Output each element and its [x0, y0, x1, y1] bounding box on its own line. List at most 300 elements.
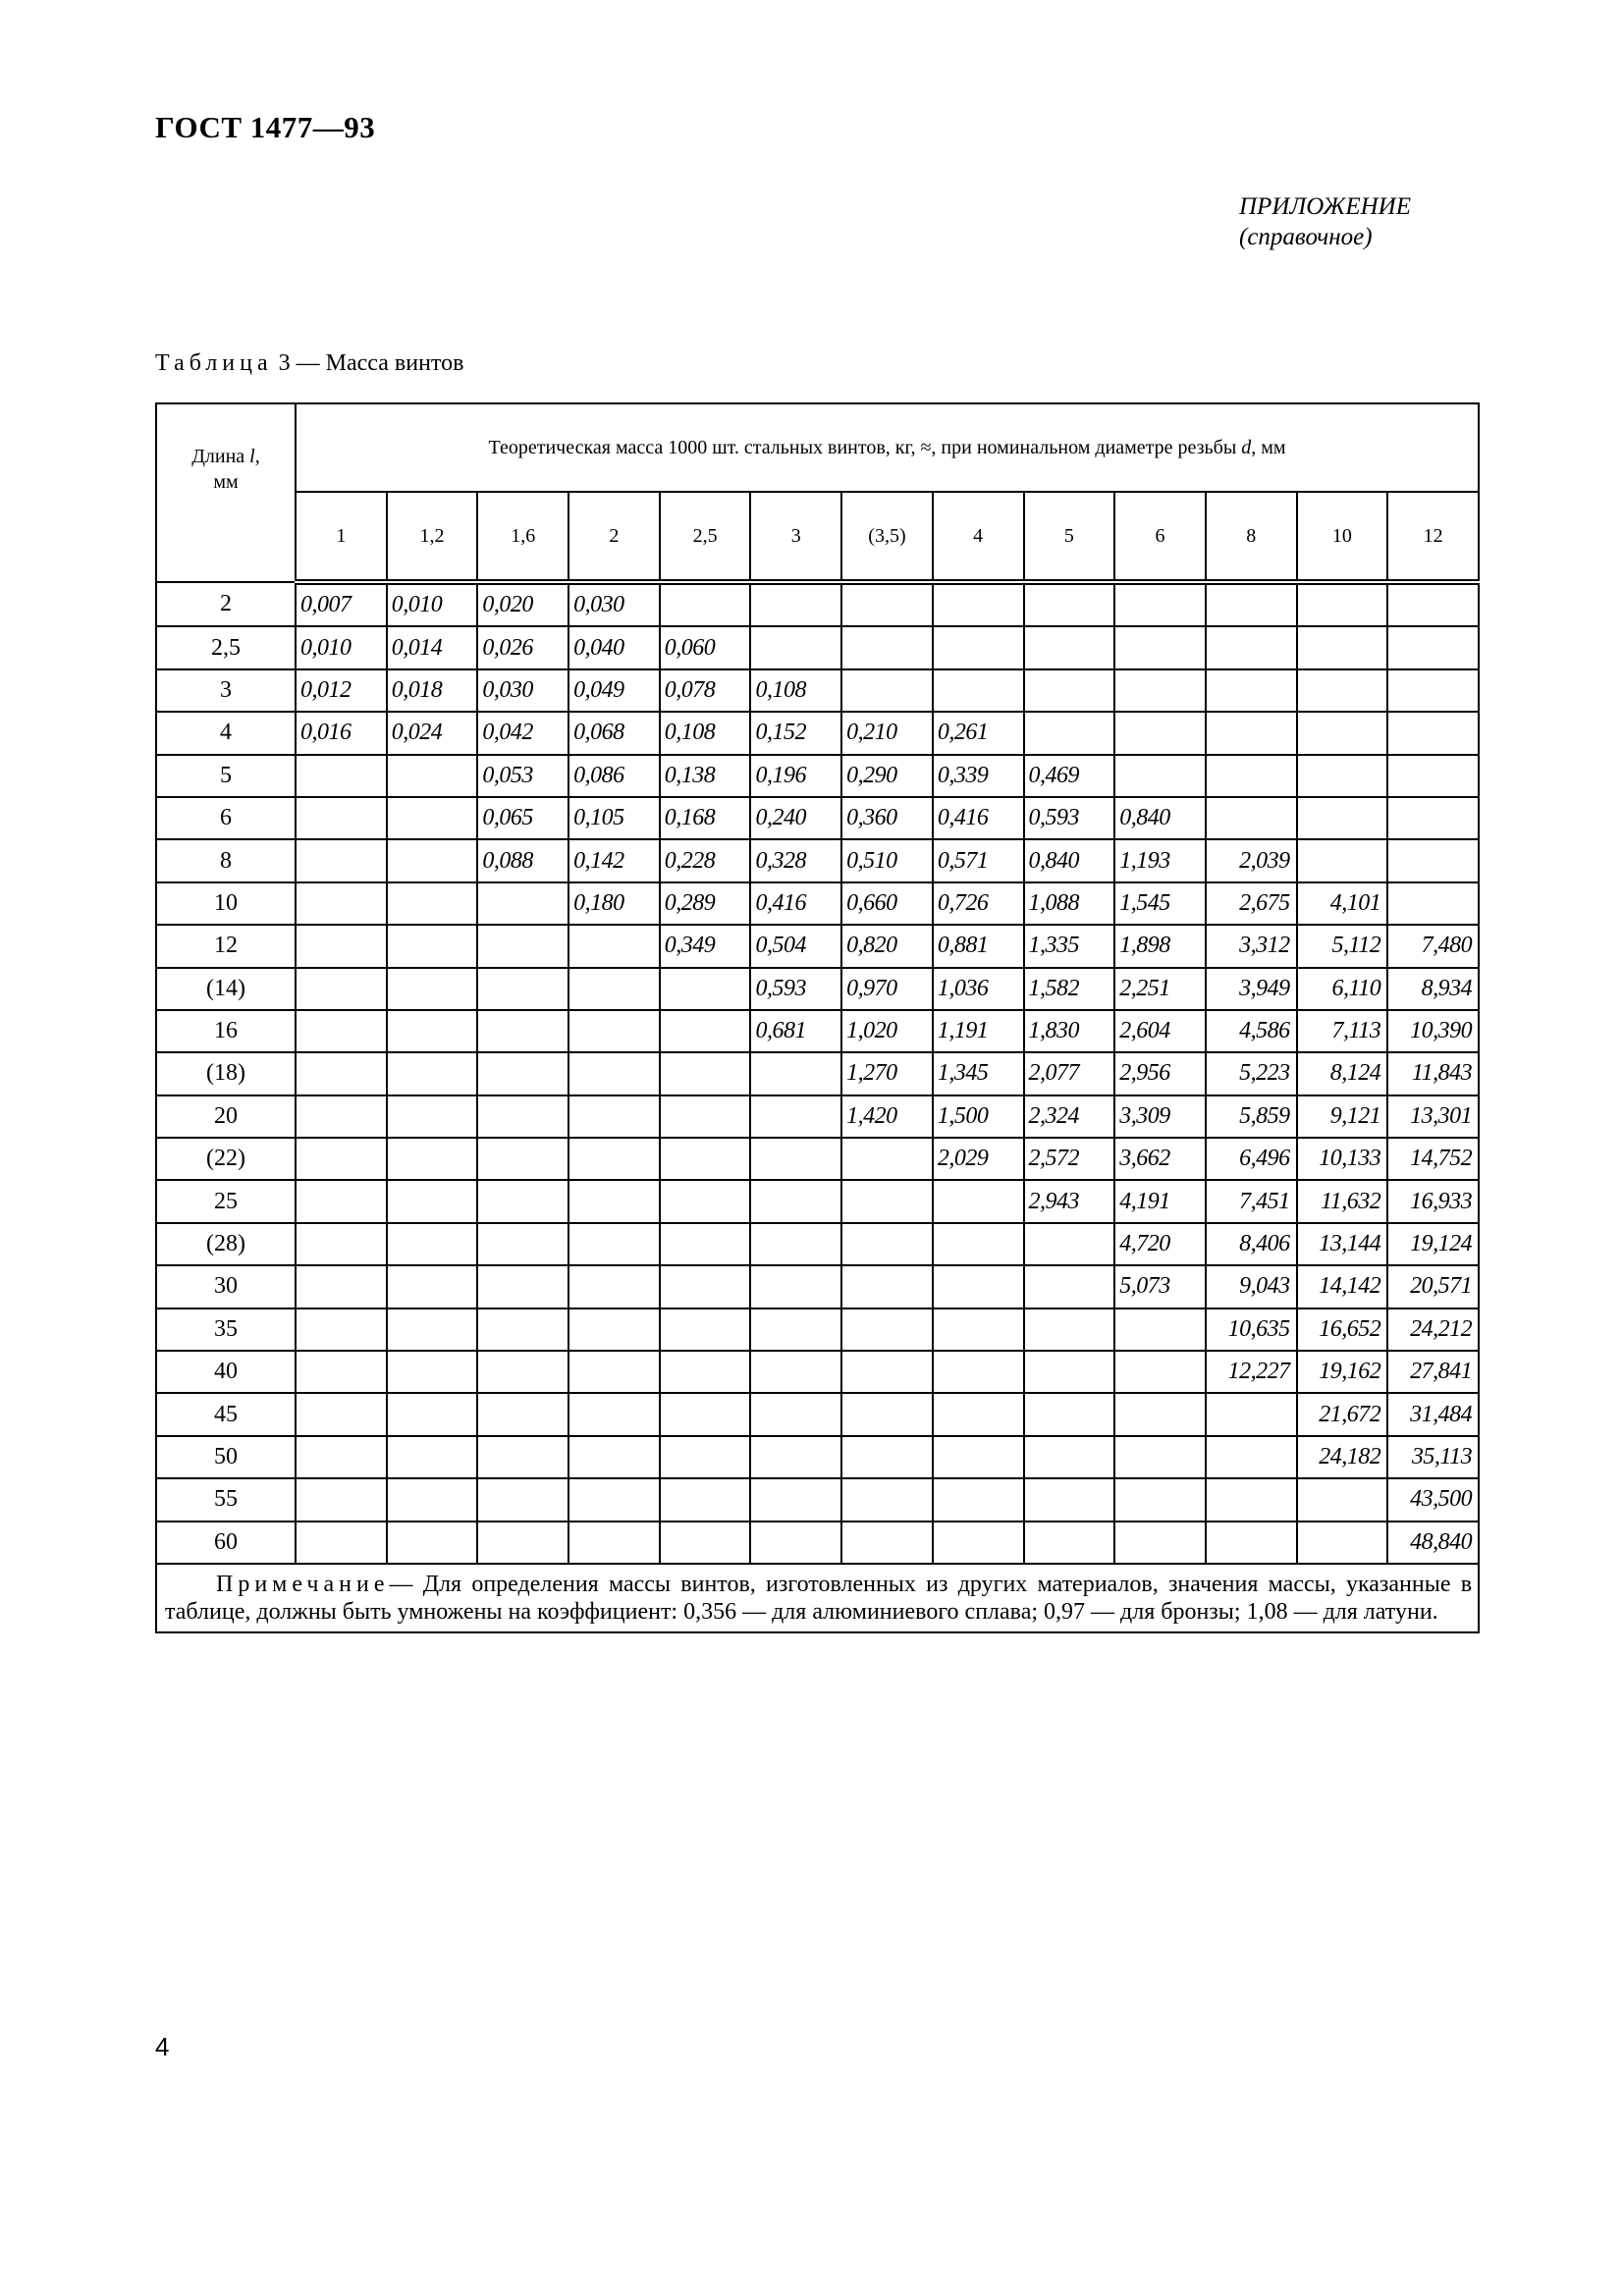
diameter-header-row [156, 492, 1479, 582]
mass-value-cell: 0,168 [660, 797, 751, 839]
mass-value-cell [933, 669, 1024, 712]
mass-value-cell [568, 1265, 660, 1308]
mass-value-cell: 1,545 [1114, 882, 1206, 925]
length-cell: 12 [156, 925, 296, 967]
mass-value-cell: 0,007 [296, 582, 387, 626]
mass-value-cell [387, 1223, 478, 1265]
mass-value-cell: 0,571 [933, 839, 1024, 881]
mass-value-cell: 0,970 [841, 968, 933, 1010]
mass-value-cell: 0,660 [841, 882, 933, 925]
mass-value-cell: 0,416 [933, 797, 1024, 839]
diameter-header-cell: 2,5 [660, 492, 751, 582]
table-caption-label: Таблица [155, 350, 273, 376]
mass-value-cell [1297, 755, 1388, 797]
mass-value-cell [296, 1180, 387, 1222]
mass-value-cell [933, 1180, 1024, 1222]
mass-value-cell [750, 1052, 841, 1095]
mass-value-cell: 0,504 [750, 925, 841, 967]
mass-value-cell: 2,029 [933, 1138, 1024, 1180]
mass-value-cell [477, 1180, 568, 1222]
mass-value-cell [933, 1308, 1024, 1351]
mass-value-cell [1387, 839, 1479, 881]
mass-column-group-header [296, 403, 1479, 492]
mass-value-cell [1114, 1393, 1206, 1435]
mass-value-cell [1206, 1393, 1297, 1435]
mass-value-cell: 3,309 [1114, 1095, 1206, 1138]
mass-value-cell: 6,110 [1297, 968, 1388, 1010]
mass-value-cell: 0,510 [841, 839, 933, 881]
mass-value-cell: 0,142 [568, 839, 660, 881]
mass-value-cell: 9,043 [1206, 1265, 1297, 1308]
mass-value-cell: 0,196 [750, 755, 841, 797]
mass-value-cell [568, 1095, 660, 1138]
appendix-title: ПРИЛОЖЕНИЕ [1239, 193, 1411, 220]
table-row [156, 1265, 1479, 1308]
mass-value-cell [750, 1223, 841, 1265]
table-row [156, 1351, 1479, 1393]
mass-value-cell: 27,841 [1387, 1351, 1479, 1393]
mass-value-cell [841, 1265, 933, 1308]
mass-value-cell: 0,108 [660, 712, 751, 754]
mass-value-cell [296, 797, 387, 839]
mass-value-cell: 0,105 [568, 797, 660, 839]
mass-value-cell [387, 1393, 478, 1435]
mass-value-cell: 0,289 [660, 882, 751, 925]
length-header-text: Длина [191, 446, 245, 467]
mass-value-cell [1114, 626, 1206, 668]
mass-value-cell [1206, 797, 1297, 839]
length-cell: 35 [156, 1308, 296, 1351]
mass-value-cell: 0,078 [660, 669, 751, 712]
mass-value-cell [1206, 755, 1297, 797]
mass-value-cell [387, 839, 478, 881]
diameter-header-cell: 12 [1387, 492, 1479, 582]
mass-value-cell: 4,191 [1114, 1180, 1206, 1222]
mass-value-cell [568, 1223, 660, 1265]
mass-value-cell: 0,030 [477, 669, 568, 712]
table-row [156, 1010, 1479, 1052]
mass-value-cell: 0,012 [296, 669, 387, 712]
mass-value-cell [387, 1478, 478, 1521]
mass-value-cell [841, 582, 933, 626]
mass-value-cell: 1,500 [933, 1095, 1024, 1138]
mass-value-cell [477, 1308, 568, 1351]
mass-value-cell [1297, 1478, 1388, 1521]
mass-value-cell [387, 1522, 478, 1564]
mass-value-cell [1387, 797, 1479, 839]
mass-value-cell [750, 1478, 841, 1521]
mass-value-cell: 0,010 [387, 582, 478, 626]
mass-value-cell [568, 1010, 660, 1052]
mass-value-cell [1114, 712, 1206, 754]
mass-value-cell: 0,261 [933, 712, 1024, 754]
mass-value-cell: 0,030 [568, 582, 660, 626]
mass-value-cell [1024, 1223, 1115, 1265]
mass-value-cell [1297, 582, 1388, 626]
table-row [156, 1522, 1479, 1564]
mass-value-cell: 0,024 [387, 712, 478, 754]
mass-value-cell [1024, 1308, 1115, 1351]
length-column-header: Длина l, мм [156, 403, 296, 582]
length-header-symbol: l [249, 446, 255, 467]
diameter-header-cell: 10 [1297, 492, 1388, 582]
mass-value-cell: 7,451 [1206, 1180, 1297, 1222]
length-header-unit: мм [213, 471, 239, 493]
mass-value-cell [387, 755, 478, 797]
table-row [156, 839, 1479, 881]
mass-value-cell [1024, 582, 1115, 626]
mass-value-cell [660, 1522, 751, 1564]
mass-value-cell [477, 1265, 568, 1308]
mass-value-cell [1114, 1478, 1206, 1521]
table-row [156, 755, 1479, 797]
mass-value-cell [387, 1095, 478, 1138]
mass-value-cell [660, 1351, 751, 1393]
mass-value-cell: 0,108 [750, 669, 841, 712]
table-row [156, 712, 1479, 754]
mass-value-cell [1114, 582, 1206, 626]
mass-value-cell [296, 1138, 387, 1180]
mass-value-cell: 2,251 [1114, 968, 1206, 1010]
table-row [156, 1308, 1479, 1351]
mass-value-cell: 0,820 [841, 925, 933, 967]
mass-value-cell: 0,349 [660, 925, 751, 967]
mass-value-cell [841, 626, 933, 668]
mass-value-cell: 0,065 [477, 797, 568, 839]
mass-value-cell: 7,480 [1387, 925, 1479, 967]
table-row [156, 1223, 1479, 1265]
mass-value-cell [296, 1393, 387, 1435]
mass-value-cell: 1,036 [933, 968, 1024, 1010]
mass-value-cell [841, 1522, 933, 1564]
mass-value-cell [750, 1436, 841, 1478]
mass-value-cell [933, 582, 1024, 626]
mass-value-cell [1387, 582, 1479, 626]
mass-value-cell [477, 968, 568, 1010]
length-cell: 20 [156, 1095, 296, 1138]
mass-value-cell: 1,582 [1024, 968, 1115, 1010]
mass-value-cell [477, 1010, 568, 1052]
mass-value-cell [660, 582, 751, 626]
length-cell: 55 [156, 1478, 296, 1521]
table-row [156, 669, 1479, 712]
mass-value-cell [750, 1095, 841, 1138]
mass-value-cell [568, 1308, 660, 1351]
mass-value-cell: 0,726 [933, 882, 1024, 925]
diameter-header-cell: 3 [750, 492, 841, 582]
mass-value-cell: 16,933 [1387, 1180, 1479, 1222]
mass-value-cell: 3,949 [1206, 968, 1297, 1010]
mass-value-cell [660, 1010, 751, 1052]
mass-value-cell: 2,324 [1024, 1095, 1115, 1138]
mass-value-cell [933, 1478, 1024, 1521]
mass-value-cell: 11,843 [1387, 1052, 1479, 1095]
mass-value-cell: 8,934 [1387, 968, 1479, 1010]
mass-value-cell: 1,420 [841, 1095, 933, 1138]
mass-value-cell [750, 1138, 841, 1180]
mass-value-cell: 3,312 [1206, 925, 1297, 967]
mass-value-cell [660, 1138, 751, 1180]
mass-value-cell [933, 1436, 1024, 1478]
mass-value-cell [477, 1478, 568, 1521]
table-row [156, 582, 1479, 626]
diameter-header-cell: 1,6 [477, 492, 568, 582]
mass-value-cell: 0,881 [933, 925, 1024, 967]
mass-value-cell [296, 1308, 387, 1351]
mass-value-cell [568, 1522, 660, 1564]
mass-value-cell: 4,101 [1297, 882, 1388, 925]
mass-value-cell [1297, 712, 1388, 754]
length-cell: 8 [156, 839, 296, 881]
mass-value-cell [387, 1351, 478, 1393]
mass-header-symbol: d [1241, 436, 1252, 458]
mass-value-cell [477, 1522, 568, 1564]
mass-value-cell [568, 1478, 660, 1521]
mass-value-cell [1297, 839, 1388, 881]
mass-value-cell: 5,859 [1206, 1095, 1297, 1138]
mass-value-cell [1024, 1436, 1115, 1478]
length-cell: 6 [156, 797, 296, 839]
mass-value-cell [1206, 582, 1297, 626]
mass-value-cell: 4,720 [1114, 1223, 1206, 1265]
mass-value-cell [387, 1180, 478, 1222]
table-row [156, 797, 1479, 839]
mass-value-cell [387, 1308, 478, 1351]
mass-value-cell: 2,039 [1206, 839, 1297, 881]
mass-value-cell [1206, 1478, 1297, 1521]
mass-value-cell: 1,335 [1024, 925, 1115, 967]
mass-value-cell [477, 1393, 568, 1435]
mass-value-cell [1206, 669, 1297, 712]
mass-value-cell [477, 925, 568, 967]
mass-value-cell [841, 1393, 933, 1435]
mass-value-cell [296, 1052, 387, 1095]
mass-value-cell: 35,113 [1387, 1436, 1479, 1478]
mass-value-cell [568, 1180, 660, 1222]
mass-value-cell: 0,840 [1114, 797, 1206, 839]
length-cell: 60 [156, 1522, 296, 1564]
mass-value-cell: 0,049 [568, 669, 660, 712]
length-cell: 2,5 [156, 626, 296, 668]
mass-value-cell [660, 1436, 751, 1478]
mass-value-cell: 0,018 [387, 669, 478, 712]
mass-value-cell [750, 1308, 841, 1351]
mass-value-cell: 1,830 [1024, 1010, 1115, 1052]
mass-value-cell [477, 1095, 568, 1138]
mass-value-cell: 2,604 [1114, 1010, 1206, 1052]
mass-value-cell [933, 626, 1024, 668]
mass-value-cell [387, 1138, 478, 1180]
mass-value-cell [933, 1393, 1024, 1435]
mass-value-cell [1114, 755, 1206, 797]
mass-value-cell: 0,088 [477, 839, 568, 881]
length-cell: (14) [156, 968, 296, 1010]
mass-value-cell: 0,026 [477, 626, 568, 668]
length-cell: 10 [156, 882, 296, 925]
table-row [156, 1393, 1479, 1435]
mass-value-cell: 6,496 [1206, 1138, 1297, 1180]
mass-value-cell [841, 669, 933, 712]
length-cell: 3 [156, 669, 296, 712]
mass-value-cell: 24,182 [1297, 1436, 1388, 1478]
mass-value-cell [1297, 669, 1388, 712]
mass-header-unit: , мм [1251, 436, 1286, 458]
mass-value-cell [1114, 1351, 1206, 1393]
mass-value-cell: 8,124 [1297, 1052, 1388, 1095]
mass-value-cell [1206, 1436, 1297, 1478]
mass-value-cell: 0,681 [750, 1010, 841, 1052]
mass-value-cell [1024, 1478, 1115, 1521]
mass-value-cell [1114, 1308, 1206, 1351]
mass-value-cell [387, 1436, 478, 1478]
mass-value-cell: 31,484 [1387, 1393, 1479, 1435]
mass-value-cell [933, 1265, 1024, 1308]
mass-value-cell: 5,073 [1114, 1265, 1206, 1308]
mass-value-cell [933, 1223, 1024, 1265]
length-cell: 16 [156, 1010, 296, 1052]
mass-value-cell: 5,112 [1297, 925, 1388, 967]
mass-value-cell: 0,339 [933, 755, 1024, 797]
mass-value-cell: 0,290 [841, 755, 933, 797]
mass-value-cell [1114, 1436, 1206, 1478]
mass-value-cell: 2,675 [1206, 882, 1297, 925]
mass-value-cell: 0,416 [750, 882, 841, 925]
mass-value-cell [296, 1010, 387, 1052]
mass-value-cell: 0,060 [660, 626, 751, 668]
mass-value-cell [750, 626, 841, 668]
mass-value-cell: 8,406 [1206, 1223, 1297, 1265]
appendix-heading [1239, 191, 1411, 252]
mass-value-cell [387, 1265, 478, 1308]
mass-value-cell: 0,328 [750, 839, 841, 881]
mass-value-cell [660, 968, 751, 1010]
mass-value-cell: 0,240 [750, 797, 841, 839]
table-row [156, 626, 1479, 668]
length-cell: (28) [156, 1223, 296, 1265]
mass-value-cell [296, 1351, 387, 1393]
diameter-header-cell: 8 [1206, 492, 1297, 582]
mass-value-cell [387, 1052, 478, 1095]
mass-value-cell [660, 1308, 751, 1351]
mass-value-cell: 0,138 [660, 755, 751, 797]
table-row [156, 968, 1479, 1010]
mass-value-cell: 14,142 [1297, 1265, 1388, 1308]
diameter-header-cell: 2 [568, 492, 660, 582]
mass-value-cell [841, 1478, 933, 1521]
mass-value-cell: 24,212 [1387, 1308, 1479, 1351]
diameter-header-cell: 6 [1114, 492, 1206, 582]
mass-value-cell: 0,040 [568, 626, 660, 668]
mass-value-cell [750, 1522, 841, 1564]
mass-value-cell [1206, 712, 1297, 754]
mass-value-cell: 13,144 [1297, 1223, 1388, 1265]
mass-value-cell [477, 1436, 568, 1478]
mass-value-cell [387, 968, 478, 1010]
mass-value-cell: 0,053 [477, 755, 568, 797]
mass-value-cell [750, 1180, 841, 1222]
diameter-header-cell: 5 [1024, 492, 1115, 582]
mass-value-cell: 0,014 [387, 626, 478, 668]
mass-value-cell [568, 1436, 660, 1478]
table-row [156, 1052, 1479, 1095]
mass-value-cell [387, 1010, 478, 1052]
mass-value-cell: 0,010 [296, 626, 387, 668]
mass-value-cell [296, 839, 387, 881]
mass-value-cell: 0,020 [477, 582, 568, 626]
mass-value-cell [1024, 1265, 1115, 1308]
mass-value-cell [296, 1436, 387, 1478]
length-cell: (22) [156, 1138, 296, 1180]
mass-value-cell [1024, 669, 1115, 712]
mass-value-cell [1297, 626, 1388, 668]
mass-value-cell [296, 968, 387, 1010]
length-cell: 4 [156, 712, 296, 754]
mass-value-cell [750, 1265, 841, 1308]
page-number: 4 [155, 2032, 170, 2061]
mass-value-cell: 0,469 [1024, 755, 1115, 797]
length-cell: 5 [156, 755, 296, 797]
note-row [156, 1564, 1479, 1632]
mass-value-cell: 0,086 [568, 755, 660, 797]
table-row [156, 1436, 1479, 1478]
mass-value-cell: 1,898 [1114, 925, 1206, 967]
mass-value-cell: 0,593 [750, 968, 841, 1010]
mass-value-cell [1024, 1522, 1115, 1564]
mass-value-cell [477, 882, 568, 925]
mass-value-cell: 0,152 [750, 712, 841, 754]
mass-value-cell: 0,228 [660, 839, 751, 881]
mass-value-cell: 0,180 [568, 882, 660, 925]
mass-value-cell [660, 1393, 751, 1435]
mass-value-cell [296, 1223, 387, 1265]
length-cell: 40 [156, 1351, 296, 1393]
mass-value-cell: 16,652 [1297, 1308, 1388, 1351]
diameter-header-cell: (3,5) [841, 492, 933, 582]
mass-value-cell: 14,752 [1387, 1138, 1479, 1180]
mass-value-cell: 13,301 [1387, 1095, 1479, 1138]
mass-value-cell: 19,162 [1297, 1351, 1388, 1393]
mass-value-cell [568, 1138, 660, 1180]
mass-value-cell [750, 582, 841, 626]
mass-value-cell: 4,586 [1206, 1010, 1297, 1052]
mass-value-cell: 10,390 [1387, 1010, 1479, 1052]
mass-value-cell [568, 1351, 660, 1393]
mass-value-cell [1387, 669, 1479, 712]
mass-value-cell: 5,223 [1206, 1052, 1297, 1095]
length-cell: 25 [156, 1180, 296, 1222]
mass-value-cell [1024, 1393, 1115, 1435]
document-code: ГОСТ 1477—93 [155, 110, 376, 144]
length-cell: 50 [156, 1436, 296, 1478]
mass-value-cell [660, 1223, 751, 1265]
mass-value-cell: 2,943 [1024, 1180, 1115, 1222]
mass-value-cell [387, 797, 478, 839]
mass-value-cell [841, 1308, 933, 1351]
mass-value-cell [1206, 1522, 1297, 1564]
mass-value-cell [1206, 626, 1297, 668]
mass-value-cell: 19,124 [1387, 1223, 1479, 1265]
mass-value-cell [477, 1138, 568, 1180]
mass-value-cell: 1,088 [1024, 882, 1115, 925]
mass-value-cell: 2,956 [1114, 1052, 1206, 1095]
table-row [156, 1478, 1479, 1521]
mass-value-cell [568, 925, 660, 967]
mass-value-cell: 11,632 [1297, 1180, 1388, 1222]
table-caption-title: 3 — Масса винтов [278, 350, 464, 376]
mass-value-cell [1387, 882, 1479, 925]
screw-mass-table [155, 402, 1480, 1633]
mass-value-cell [841, 1138, 933, 1180]
